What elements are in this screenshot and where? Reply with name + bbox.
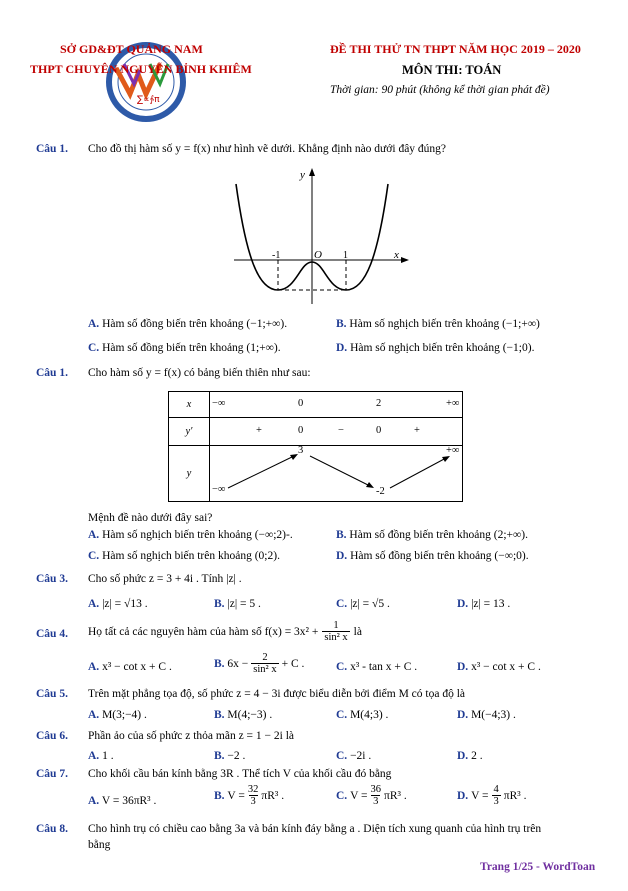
option-c[interactable]: C. V = $\frac{36}{3}$ πR³ .: [336, 784, 407, 807]
question-number: Câu 7.: [36, 768, 68, 780]
table-x-label: x: [169, 392, 210, 418]
header-department: SỞ GD&ĐT QUẢNG NAM: [60, 42, 203, 56]
header-subject: MÔN THI: TOÁN: [402, 63, 502, 77]
y-value-start: −∞: [212, 484, 226, 495]
option-a[interactable]: A. V = 36πR³ .: [88, 795, 157, 807]
question-text: Cho hình trụ có chiều cao bằng 3a và bán kính đáy bằng a . Diện tích xung quanh của hình trụ trên: [88, 823, 542, 835]
header-exam-title: ĐỀ THI THỬ TN THPT NĂM HỌC 2019 – 2020: [330, 42, 581, 56]
fraction-denominator: sin² x: [324, 632, 348, 643]
option-a[interactable]: A. x³ − cot x + C .: [88, 661, 172, 673]
question-text: Cho đồ thị hàm số y = f(x) như hình vẽ dưới. Khẳng định nào dưới đây đúng?: [88, 143, 447, 155]
question-number: Câu 8.: [36, 823, 68, 835]
option-c[interactable]: C. Hàm số nghịch biến trên khoảng (0;2).: [88, 550, 280, 562]
option-b[interactable]: B. 6x − $\frac{2}{\text{sin² x}}$ + C .: [214, 652, 305, 675]
y-value-end: +∞: [446, 445, 460, 456]
option-d[interactable]: D. Hàm số nghịch biến trên khoảng (−1;0).: [336, 342, 535, 354]
x-value: −∞: [212, 398, 226, 409]
question-text: Phần ảo của số phức z thỏa mãn z = 1 − 2i là: [88, 730, 295, 742]
origin-label: O: [314, 249, 322, 261]
option-c[interactable]: C. x³ - tan x + C .: [336, 661, 418, 673]
header-school: THPT CHUYÊN NGUYỄN BỈNH KHIÊM: [30, 62, 252, 76]
option-a[interactable]: A. M(3;−4) .: [88, 709, 147, 721]
option-a[interactable]: A. |z| = √13 .: [88, 598, 148, 610]
option-b[interactable]: B. |z| = 5 .: [214, 598, 261, 610]
option-d[interactable]: D. V = $\frac{4}{3}$ πR³ .: [457, 784, 527, 807]
x-value: +∞: [446, 398, 460, 409]
option-c[interactable]: C. M(4;3) .: [336, 709, 389, 721]
option-b[interactable]: B. M(4;−3) .: [214, 709, 273, 721]
variation-table: [168, 391, 463, 502]
derivative-zero: 0: [298, 425, 304, 436]
question-text: Cho số phức z = 3 + 4i . Tính |z| .: [88, 573, 242, 585]
question-text-cont: bằng: [88, 839, 111, 851]
option-c[interactable]: C. |z| = √5 .: [336, 598, 390, 610]
option-b[interactable]: B. Hàm số nghịch biến trên khoảng (−1;+∞): [336, 318, 540, 330]
x-axis-label: x: [394, 249, 399, 261]
x-axis-arrow: [401, 257, 409, 263]
fraction-numerator: 1: [333, 620, 339, 631]
y-axis-label: y: [300, 169, 305, 181]
y-value-max: 3: [298, 445, 304, 456]
page-footer: Trang 1/25 - WordToan: [480, 861, 596, 873]
question-text: Họ tất cả các nguyên hàm của hàm số f(x) = 3x² + $\frac{1}{\text{sin² x}}$ là: [88, 620, 362, 643]
question-number: Câu 1.: [36, 367, 68, 379]
option-d[interactable]: D. 2 .: [457, 750, 483, 762]
question-text: Cho khối cầu bán kính bằng 3R . Thể tích V của khối cầu đó bằng: [88, 768, 392, 780]
function-graph: [232, 166, 412, 308]
option-b[interactable]: B. −2 .: [214, 750, 246, 762]
derivative-sign: +: [256, 425, 262, 436]
question-number: Câu 4.: [36, 628, 68, 640]
option-d[interactable]: D. |z| = 13 .: [457, 598, 511, 610]
option-a[interactable]: A. Hàm số nghịch biến trên khoảng (−∞;2)-.: [88, 529, 293, 541]
x-value: 2: [376, 398, 382, 409]
x-value: 0: [298, 398, 304, 409]
option-a[interactable]: A. 1 .: [88, 750, 114, 762]
question-number: Câu 6.: [36, 730, 68, 742]
option-c[interactable]: C. Hàm số đồng biến trên khoảng (1;+∞).: [88, 342, 281, 354]
table-yprime-label: y′: [169, 418, 210, 446]
question-number: Câu 5.: [36, 688, 68, 700]
tick-one: 1: [343, 250, 348, 261]
question-number: Câu 3.: [36, 573, 68, 585]
option-d[interactable]: D. x³ − cot x + C .: [457, 661, 541, 673]
question-text: Trên mặt phẳng tọa độ, số phức z = 4 − 3i được biểu diễn bởi điểm M có tọa độ là: [88, 688, 466, 700]
header-duration: Thời gian: 90 phút (không kể thời gian phát đề): [330, 84, 550, 96]
option-d[interactable]: D. Hàm số đồng biến trên khoảng (−∞;0).: [336, 550, 529, 562]
question-text: Cho hàm số y = f(x) có bảng biến thiên như sau:: [88, 367, 311, 379]
option-b[interactable]: B. Hàm số đồng biến trên khoảng (2;+∞).: [336, 529, 528, 541]
table-y-label: y: [169, 446, 210, 502]
option-a[interactable]: A. Hàm số đồng biến trên khoảng (−1;+∞).: [88, 318, 288, 330]
variation-arrows: [210, 446, 466, 502]
tick-neg-one: -1: [272, 250, 281, 261]
derivative-sign: +: [414, 425, 420, 436]
option-b[interactable]: B. V = $\frac{32}{3}$ πR³ .: [214, 784, 285, 807]
option-d[interactable]: D. M(−4;3) .: [457, 709, 516, 721]
y-value-min: -2: [376, 486, 385, 497]
svg-text:∑∝∱π: ∑∝∱π: [137, 95, 160, 105]
question-prompt: Mệnh đề nào dưới đây sai?: [88, 512, 213, 524]
derivative-zero: 0: [376, 425, 382, 436]
question-number: Câu 1.: [36, 143, 68, 155]
y-axis-arrow: [309, 168, 315, 176]
derivative-sign: −: [338, 425, 344, 436]
option-c[interactable]: C. −2i .: [336, 750, 372, 762]
